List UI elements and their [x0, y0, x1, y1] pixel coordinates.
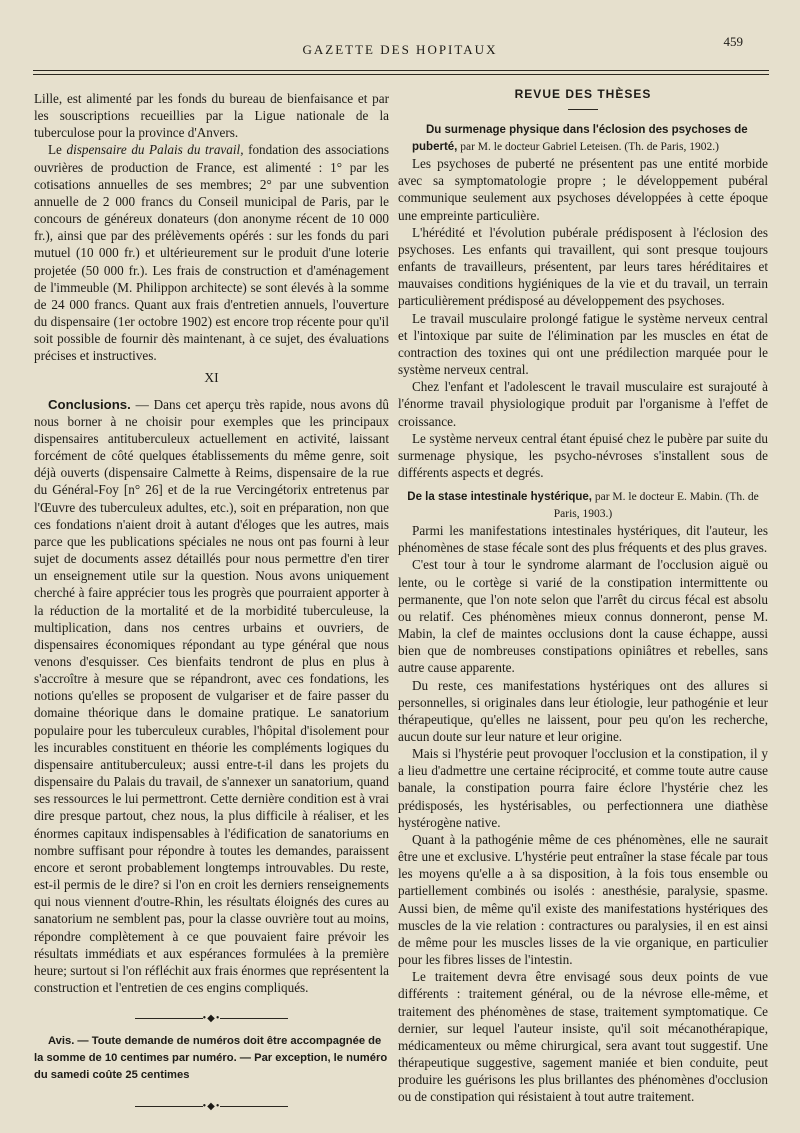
section-rule [568, 109, 598, 110]
paragraph: Mais si l'hystérie peut provoquer l'occlusion et la constipation, il y a lieu d'admettre une certaine réciprocité, et comme toute autre cause banale, la constipation pourra faire éclore l'hystérie chez les prédisposés, les hystérisables, ou perfectionnera une diathèse hystérogène native. [398, 746, 768, 830]
paragraph: Les psychoses de puberté ne présentent pas une entité morbide avec sa symptomatologie propre ; le développement pubéral communique seulement aux psychoses développées à cette époque une empreinte particulière. [398, 156, 768, 223]
paragraph: Conclusions. — Dans cet aperçu très rapide, nous avons dû nous borner à ne choisir pour exemples que les principaux dispensaires antituberculeux actuellement en activité, laissant forcément de côté quelques établissements du même genre, soit déjà ouverts (dispensaire Calmette à Reims, dispensaire de la rue du Général-Foy [n° 26] et de la rue Vercingétorix entretenus par l'Œuvre des tuberculeux adultes, etc.), soit en préparation, non que ces fondations n'aient droit à autant d'éloges que les autres, mais parce que les publications spéciales ne nous ont pas fourni à leur sujet de documents assez détaillés pour nous permettre d'en tirer un enseignement utile sur la question. Nous avons uniquement cherché à faire apprécier tous les progrès que pourraient apporter à la réduction de la mortalité et de la morbidité tuberculeuse, la multiplication, dans nos centres urbains et ouvriers, de dispensaires économiques répondant au type général que nous venons d'esquisser. Ces bienfaits tendront de plus en plus à s'accroître à mesure que se répandront, avec ces fondations, les notions qu'elles se proposent de vulgariser et de faire passer du domaine théorique dans le domaine pratique. Le sanatorium populaire pour les tuberculeux curables, l'hôpital d'isolement pour les incurables constituent en théorie les compléments logiques du dispensaire antituberculeux; aussi entre-t-il dans les projets du dispensaire du Palais du travail, de s'annexer un sanatorium, quand ses ressources le lui permettront. Cette dernière condition est à vrai dire presque partout, chez nous, la plus difficile à réaliser, et les énormes capitaux indispensables à l'édification de sanatoriums en nombre suffisant pour répondre à toutes les demandes, paraissent encore et seront probablement longtemps introuvables. Du reste, est-il permis de le dire? si l'on en croit les derniers renseignements qui nous viennent d'outre-Rhin, les résultats éloignés des cures au sanatorium ne semblent pas, pour la classe ouvrière tout au moins, répondre complètement à ce que pouvaient faire prévoir les résultats immédiats et aux espérances formulées à la première heure; surtout si l'on réfléchit aux frais énormes que représentent la construction et l'entretien de ces engins compliqués. [34, 396, 389, 995]
paragraph: Parmi les manifestations intestinales hystériques, dit l'auteur, les phénomènes de stase fécale sont des plus fréquents et des plus graves. [398, 523, 768, 556]
paragraph: Chez l'enfant et l'adolescent le travail musculaire est surajouté à l'énorme travail physiologique produit par l'organisme à l'effet de croissance. [398, 379, 768, 429]
article-title: De la stase intestinale hystérique, par M. le docteur E. Mabin. (Th. de Paris, 1903.) [407, 491, 759, 520]
paragraph: L'hérédité et l'évolution pubérale prédisposent à l'éclosion des psychoses. Les enfants qui travaillent, qui sont presque toujours enfants de travailleurs, présentent, par leurs tares héréditaires et mauvaises conditions hygiéniques de la vie et du travail, un terrain particulièrement prédisposé au développement des psychoses. [398, 224, 768, 309]
header-rule-bottom [33, 74, 769, 75]
paragraph: Quant à la pathogénie même de ces phénomènes, elle ne saurait être une et exclusive. L'hystérie peut entraîner la stase fécale par tous les moyens qu'elle a à sa disposition, à la fois tous ensemble ou partiellement combinés ou isolés : anesthésie, paralysie, spasme. Aussi bien, de même qu'il existe des manifestations hystériques des muscles de la vie relation : contractures ou paralysies, il en est ainsi de même pour les muscles lisses de la vie organique, en particulier pour les fibres lisses de l'intestin. [398, 831, 768, 968]
italic-title: dispensaire du Palais du travail, [66, 142, 244, 158]
paragraph: Le traitement devra être envisagé sous deux points de vue différents : traitement général, ou de la névrose elle-même, et traitement des phénomènes de stase, traitement symptomatique. Ce dernier, sur lequel l'auteur insiste, qu'il soit mécanothérapique, médicamenteux ou même chirurgical, sera avant tout suggestif. Une thérapeutique suggestive, sagement maniée et bien conduite, peut produire les guérisons les plus brillantes des phénomènes d'occlusion ou de constipation qui résistaient à tout autre traitement. [398, 969, 768, 1105]
conclusions-label: Conclusions. [48, 396, 131, 412]
ornament-divider: •◆• [34, 1010, 389, 1027]
paragraph: Du reste, ces manifestations hystériques ont des allures si personnelles, si originales dans leur étiologie, leur pathogénie et leur thérapeutique, qu'elles ne laissent, pour peu qu'on les recherche, aucun doute sur leur nature et leur origine. [398, 677, 768, 744]
avis-notice: Avis. — Toute demande de numéros doit être accompagnée de la somme de 10 centimes par numéro. — Par exception, le numéro du samedi coûte 25 centimes [34, 1035, 388, 1082]
right-column [398, 87, 768, 1105]
paragraph: C'est tour à tour le syndrome alarmant de l'occlusion aiguë ou lente, ou le cortège si varié de la constipation intermittente ou permanente, que l'on note selon que l'arrêt du circus fécal est absolu ou relatif. Ces phénomènes mieux connus donneront, pense M. Mabin, la clef de maintes occlusions dont la cause échappe, aussi bien que de nombreuses constipations opiniâtres et rebelles, sans autre cause apparente. [398, 557, 768, 676]
paragraph: Lille, est alimenté par les fonds du bureau de bienfaisance et par les souscriptions recueillies par la Ligue nationale de la tuberculose pour la province d'Anvers. [34, 91, 389, 141]
header-rule-top [33, 70, 769, 71]
paragraph: Le travail musculaire prolongé fatigue le système nerveux central et l'intoxique par suite de l'élimination par les muscles en état de contraction des toxines qui ont une prédilection marquée pour le système nerveux central. [398, 310, 768, 378]
section-title: REVUE DES THÈSES [514, 87, 652, 101]
paragraph: Le système nerveux central étant épuisé chez le pubère par suite du surmenage physique, les psycho-névroses s'installent sous de différents aspects et degrés. [398, 430, 768, 480]
running-head: GAZETTE DES HOPITAUX [302, 42, 498, 57]
left-column [34, 90, 389, 1121]
article-title: Du surmenage physique dans l'éclosion des psychoses de puberté, par M. le docteur Gabriel Leteisen. (Th. de Paris, 1902.) [412, 124, 748, 153]
paragraph: Le dispensaire du Palais du travail, fondation des associations ouvrières de production de France, est alimenté : 1° par les cotisations annuelles de ses membres; 2° par une subvention annuelle de 2 000 francs du Conseil municipal de Paris, par le concours de généreux donateurs (don anonyme récent de 10 000 fr.), ainsi que par des prélèvements opérés : sur les fonds du pari mutuel (10 000 fr.) et ultérieurement sur le produit d'une loterie projetée (50 000 fr.). Les frais de construction et d'aménagement de l'immeuble (M. Philippon architecte) se sont élevés à la somme de 24 000 francs. Quant aux frais d'entretien annuels, l'ouverture du dispensaire (1er octobre 1902) est encore trop récente pour qu'il soit possible de fournir dès maintenant, à ce sujet, des évaluations précises et instructives. [34, 142, 390, 364]
page-number: 459 [723, 34, 743, 49]
section-number: XI [204, 369, 219, 385]
ornament-divider: •◆• [34, 1098, 389, 1115]
